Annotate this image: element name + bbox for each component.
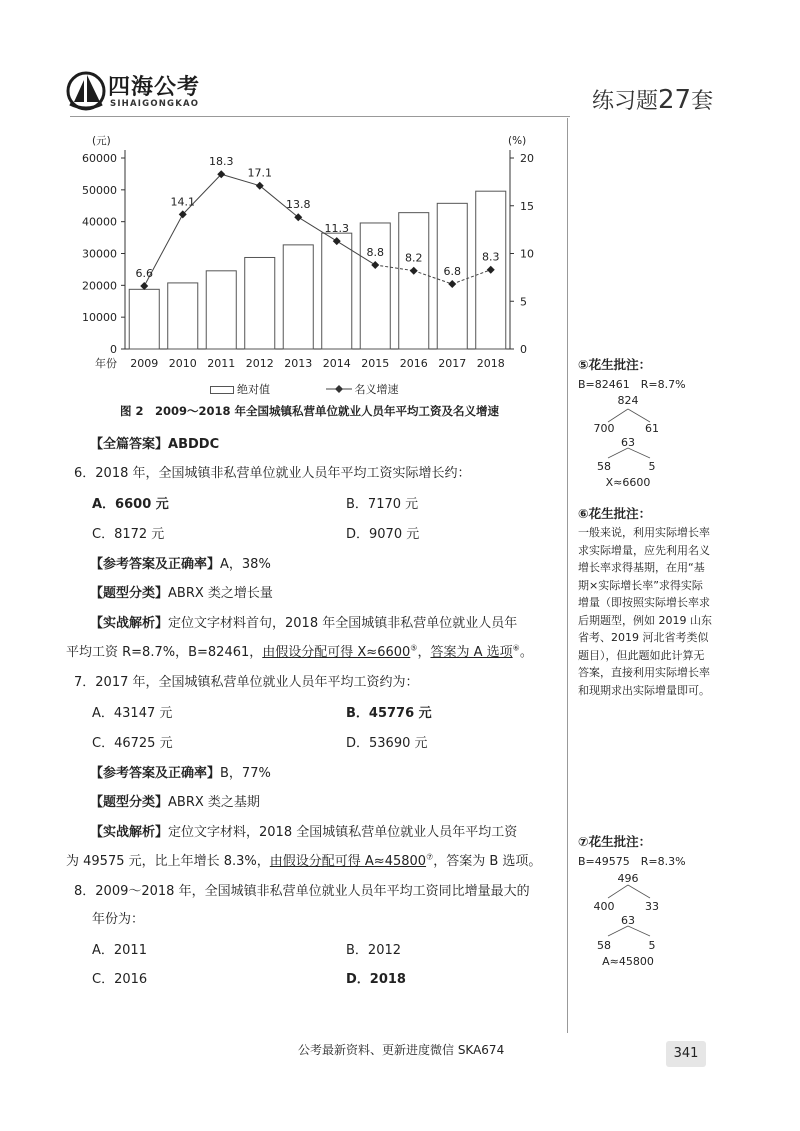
growth-label-2017: 6.8 bbox=[443, 265, 461, 279]
x-tick-label: 2011 bbox=[207, 357, 236, 370]
right-tick-label: 10 bbox=[520, 247, 534, 261]
legend-line-swatch bbox=[326, 384, 352, 397]
q6-option-c: C．8172 元 bbox=[92, 527, 165, 542]
set-title-suffix: 套 bbox=[691, 89, 714, 114]
note7-tree bbox=[578, 868, 698, 978]
note5-result: X≈6600 bbox=[605, 476, 651, 489]
q6-analysis-label: 【实战解析】 bbox=[90, 616, 169, 631]
x-tick-label: 2010 bbox=[168, 357, 197, 370]
q6-analysis-text1: 定位文字材料首句，2018 年全国城镇非私营单位就业人员年 bbox=[168, 616, 518, 631]
bar-2011 bbox=[206, 271, 236, 349]
q7-option-d: D．53690 元 bbox=[346, 736, 428, 751]
set-title bbox=[592, 84, 713, 115]
x-axis-label: 年份 bbox=[95, 357, 117, 370]
q6-analysis-text2c: ， bbox=[417, 645, 431, 660]
q7-analysis-text2b: 由假设分配可得 A≈45800 bbox=[269, 854, 427, 869]
q8-option-a: A．2011 bbox=[92, 943, 147, 958]
q6-analysis-text2d: 答案为 A 选项 bbox=[430, 645, 513, 660]
note7-bottom-right: 5 bbox=[648, 939, 656, 952]
growth-label-2014: 11.3 bbox=[324, 222, 349, 236]
x-tick-label: 2009 bbox=[130, 357, 159, 370]
note7-bottom-left: 58 bbox=[597, 939, 611, 952]
q6-type bbox=[90, 582, 273, 601]
left-tick-label: 0 bbox=[110, 343, 117, 356]
q7-ref-answer bbox=[90, 762, 271, 781]
chart-legend bbox=[210, 381, 399, 397]
note5-bottom-left: 58 bbox=[597, 460, 611, 473]
set-title-prefix: 练习题 bbox=[592, 89, 659, 114]
q7-option-a: A．43147 元 bbox=[92, 706, 173, 721]
q6-type-label: 【题型分类】 bbox=[90, 586, 169, 601]
q6-ref-value: A，38% bbox=[220, 557, 271, 572]
q7-analysis-text2c: ，答案为 B 选项。 bbox=[433, 854, 542, 869]
x-tick-label: 2017 bbox=[438, 357, 467, 370]
q6-option-b: B．7170 元 bbox=[346, 497, 419, 512]
note5-left: 700 bbox=[593, 422, 615, 435]
q7-type-label: 【题型分类】 bbox=[90, 795, 169, 810]
q7-option-b: B．45776 元 bbox=[346, 706, 432, 721]
right-tick-label: 20 bbox=[520, 152, 534, 165]
q6-option-d: D．9070 元 bbox=[346, 527, 420, 542]
legend-bar-swatch bbox=[210, 386, 234, 394]
q6-ref-label: 【参考答案及正确率】 bbox=[90, 557, 221, 572]
left-tick-label: 20000 bbox=[82, 279, 117, 293]
q7-type bbox=[90, 791, 260, 810]
sihai-logo bbox=[66, 68, 226, 118]
note5-top: 824 bbox=[617, 394, 639, 407]
q7-analysis-line1 bbox=[90, 821, 517, 840]
q6-note6-marker: ⑥ bbox=[512, 643, 520, 653]
q6-note5-marker: ⑤ bbox=[410, 643, 418, 653]
right-axis-unit: (%) bbox=[508, 135, 527, 147]
right-tick-label: 5 bbox=[520, 295, 527, 309]
logo-text-en: SIHAIGONGKAO bbox=[110, 99, 200, 109]
wage-chart bbox=[80, 130, 550, 375]
bar-2014 bbox=[322, 233, 352, 349]
q6-analysis-text2a: 平均工资 R=8.7%，B=82461， bbox=[66, 645, 263, 660]
left-tick-label: 40000 bbox=[82, 215, 117, 229]
q8-option-c: C．2016 bbox=[92, 972, 148, 987]
bar-2009 bbox=[129, 289, 159, 349]
q7-option-c: C．46725 元 bbox=[92, 736, 173, 751]
x-tick-label: 2012 bbox=[245, 357, 274, 370]
x-tick-label: 2014 bbox=[322, 357, 351, 370]
left-tick-label: 60000 bbox=[82, 152, 117, 165]
note5-tree bbox=[578, 392, 698, 502]
growth-point-2009 bbox=[140, 282, 148, 290]
note7-right: 33 bbox=[645, 900, 659, 913]
growth-label-2009: 6.6 bbox=[135, 266, 153, 280]
footer-text: 公考最新资料、更新进度微信 SKA674 bbox=[298, 1043, 505, 1057]
x-tick-label: 2016 bbox=[399, 357, 428, 370]
q6-analysis-line2 bbox=[66, 641, 533, 660]
q6-analysis-text2b: 由假设分配可得 X≈6600 bbox=[262, 645, 411, 660]
right-tick-label: 15 bbox=[520, 199, 534, 213]
q7-ref-label: 【参考答案及正确率】 bbox=[90, 766, 221, 781]
left-tick-label: 50000 bbox=[82, 183, 117, 197]
q6-option-a: A．6600 元 bbox=[92, 497, 169, 512]
q8-option-d: D．2018 bbox=[346, 972, 406, 987]
note5-mid: 63 bbox=[621, 436, 635, 449]
left-tick-label: 30000 bbox=[82, 247, 117, 261]
q7-analysis-text1: 定位文字材料，2018 全国城镇私营单位就业人员年平均工资 bbox=[168, 825, 518, 840]
bar-2016 bbox=[399, 213, 429, 349]
q6-analysis-text2e: 。 bbox=[519, 645, 533, 660]
note5-bottom-right: 5 bbox=[648, 460, 656, 473]
q7-note7-marker: ⑦ bbox=[426, 852, 434, 862]
growth-label-2012: 17.1 bbox=[247, 166, 272, 180]
q7-analysis-text2a: 为 49575 元，比上年增长 8.3%， bbox=[66, 854, 270, 869]
header-divider bbox=[70, 116, 570, 117]
note6-title: ⑥花生批注： bbox=[578, 506, 652, 521]
all-answers-value: ABDDC bbox=[168, 437, 220, 452]
q6-analysis-line1 bbox=[90, 612, 517, 631]
bar-2010 bbox=[168, 283, 198, 349]
note7-result: A≈45800 bbox=[602, 955, 654, 968]
q8-stem-line1: 8．2009～2018 年，全国城镇非私营单位就业人员年平均工资同比增量最大的 bbox=[74, 884, 530, 899]
q7-stem: 7．2017 年，全国城镇私营单位就业人员年平均工资约为： bbox=[74, 675, 419, 690]
q7-type-value: ABRX 类之基期 bbox=[168, 795, 260, 810]
growth-label-2016: 8.2 bbox=[405, 251, 423, 265]
note5-values: B=82461 R=8.7% bbox=[578, 378, 686, 391]
all-answers-label: 【全篇答案】 bbox=[90, 437, 169, 452]
all-answers-line bbox=[90, 433, 219, 452]
logo-text-cn: 四海公考 bbox=[108, 75, 201, 100]
q7-analysis-line2 bbox=[66, 850, 541, 869]
note7-title: ⑦花生批注： bbox=[578, 834, 652, 849]
set-number: 27 bbox=[658, 85, 692, 115]
legend-bar-label: 绝对值 bbox=[237, 383, 270, 396]
right-tick-label: 0 bbox=[520, 343, 527, 356]
left-tick-label: 10000 bbox=[82, 311, 117, 325]
q7-ref-value: B，77% bbox=[220, 766, 271, 781]
note7-left: 400 bbox=[593, 900, 615, 913]
note7-values: B=49575 R=8.3% bbox=[578, 855, 686, 868]
x-tick-label: 2013 bbox=[284, 357, 313, 370]
bar-2012 bbox=[245, 257, 275, 349]
sailboat-logo-icon bbox=[66, 68, 106, 114]
note6-text: 一般来说，利用实际增长率求实际增量，应先利用名义增长率求得基期，在用“基期×实际增长率”求得实际增量（即按照实际增长率求后期题型，例如 2019 山东省考、2019 河北省考类似题目），但此题如此计算无答案，直接利用实际增长率和现期求出实际增量即可。 bbox=[578, 526, 712, 697]
q6-stem: 6．2018 年，全国城镇非私营单位就业人员年平均工资实际增长约： bbox=[74, 466, 471, 481]
growth-label-2011: 18.3 bbox=[209, 155, 234, 169]
growth-label-2015: 8.8 bbox=[366, 245, 384, 259]
legend-line-label: 名义增速 bbox=[354, 383, 399, 396]
growth-label-2018: 8.3 bbox=[482, 250, 500, 264]
note5-right: 61 bbox=[645, 422, 659, 435]
q7-analysis-label: 【实战解析】 bbox=[90, 825, 169, 840]
bar-2015 bbox=[360, 223, 390, 349]
note5-title: ⑤花生批注： bbox=[578, 357, 652, 372]
left-axis-unit: (元) bbox=[92, 135, 111, 147]
x-tick-label: 2015 bbox=[361, 357, 390, 370]
note7-top: 496 bbox=[617, 872, 639, 885]
growth-label-2013: 13.8 bbox=[286, 198, 311, 212]
note7-mid: 63 bbox=[621, 914, 635, 927]
page-number: 341 bbox=[666, 1041, 706, 1067]
q8-option-b: B．2012 bbox=[346, 943, 402, 958]
x-tick-label: 2018 bbox=[476, 357, 505, 370]
margin-divider bbox=[567, 118, 568, 1033]
q6-ref-answer bbox=[90, 553, 271, 572]
chart-caption: 图 2 2009～2018 年全国城镇私营单位就业人员年平均工资及名义增速 bbox=[120, 404, 500, 418]
growth-label-2010: 14.1 bbox=[170, 195, 195, 209]
bar-2013 bbox=[283, 245, 313, 349]
q8-stem-line2: 年份为： bbox=[92, 912, 145, 927]
q6-type-value: ABRX 类之增长量 bbox=[168, 586, 273, 601]
